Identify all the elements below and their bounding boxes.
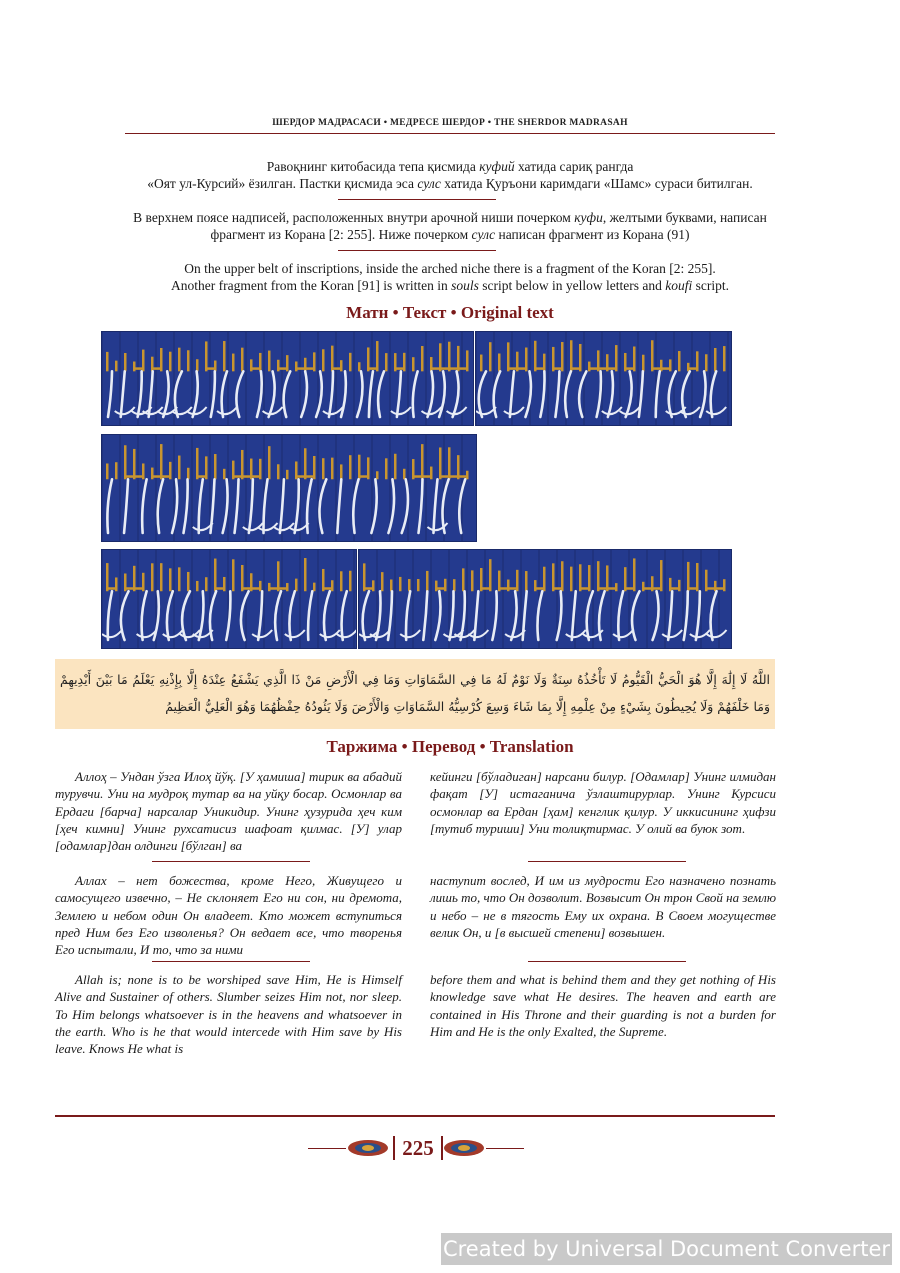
calligraphy-photo-1	[101, 331, 474, 426]
translation-en-right: before them and what is behind them and they get nothing of His knowledge save what He desires. The heaven and earth are contained in His Throne and their guarding is not a burden for Him and He is the only Exalted, the Supreme.	[430, 972, 776, 1039]
caption-uz-line2	[60, 175, 840, 192]
caption-italic: куфи	[574, 210, 603, 225]
caption-text: script.	[692, 278, 729, 293]
translation-heading: Таржима • Перевод • Translation	[326, 737, 574, 756]
translation-en-left: Allah is; none is to be worshiped save Him, He is Himself Alive and Sustainer of others. Slumber seizes Him not, nor sleep. To Him belongs whatsoever is in the heavens and whatsoever in the earth. Who is he that would intercede with Him save by His leave. Knows He what is	[55, 972, 402, 1057]
footer-rule	[55, 1115, 775, 1117]
translation-divider	[528, 961, 686, 962]
caption-italic: сулс	[417, 176, 441, 191]
translation-ru-left: Аллах – нет божества, кроме Него, Живущего и самосущего извечно, – Не склоняет Его ни сон, ни дремота, Землею и небом один Он владеет. Кто может вступиться пред Ним без Его изволенья? Он ведает все, что творенья Его испытали, И то, что за ними	[55, 873, 402, 958]
calligraphy-photo-2	[475, 331, 732, 426]
caption-en-line2	[60, 277, 840, 294]
caption-ru-line1	[60, 209, 840, 226]
caption-ru-line2	[60, 226, 840, 243]
caption-divider	[338, 250, 496, 251]
ornament-left-icon	[346, 1135, 390, 1161]
caption-italic: koufi	[665, 278, 693, 293]
ornament-line-left	[308, 1148, 346, 1149]
translation-uz-left: Аллоҳ – Ундан ўзга Илоҳ йўқ. [У ҳамиша] тирик ва абадий турувчи. Уни на мудроқ тутар ва на уйқу босар. Осмонлар ва Ердаги [барча] нарсалар Уникидир. Унинг ҳузурида ҳеч ким [ҳеч кимни] Унинг рухсатисиз шафоат қилмас. [У] улар [одамлар]дан олдинги [бўлган] ва	[55, 769, 402, 854]
caption-text: Another fragment from the Koran [91] is written in	[171, 278, 452, 293]
running-header: ШЕРДОР МАДРАСАСИ • МЕДРЕСЕ ШЕРДОР • THE SHERDOR MADRASAH	[272, 118, 628, 128]
ornament-right-icon	[442, 1135, 486, 1161]
ornament-line-right	[486, 1148, 524, 1149]
caption-text: фрагмент из Корана [2: 255]. Ниже почерком	[210, 227, 472, 242]
translation-divider	[152, 961, 310, 962]
caption-text: хатида Қуръони каримдаги «Шамс» сураси битилган.	[440, 176, 753, 191]
caption-text: script below in yellow letters and	[478, 278, 666, 293]
caption-uz	[60, 158, 840, 192]
caption-italic: сулс	[471, 227, 496, 242]
caption-text: Равоқнинг китобасида тепа қисмида	[266, 159, 480, 174]
calligraphy-photo-5	[358, 549, 732, 649]
caption-text: , желтыми буквами, написан	[602, 210, 767, 225]
original-text-heading: Матн • Текст • Original text	[346, 303, 554, 322]
header-rule	[125, 133, 775, 134]
translation-uz-right: кейинги [бўладиган] нарсани билур. [Одамлар] Унинг илмидан фақат [У] истаганича ўзлаштирурлар. Унинг Курсиси осмонлар ва Ердан [ҳам] кенглик қилур. У иккисининг ҳифзи [тутиб туриши] Уни толиқтирмас. У олий ва буюк зот.	[430, 769, 776, 836]
caption-text: В верхнем поясе надписей, расположенных внутри арочной ниши почерком	[133, 210, 575, 225]
caption-uz-line1	[60, 158, 840, 175]
caption-text: написан фрагмент из Корана (91)	[495, 227, 690, 242]
caption-ru	[60, 209, 840, 243]
caption-en-line1: On the upper belt of inscriptions, inside the arched niche there is a fragment of the Koran [2: 255].	[184, 261, 716, 276]
calligraphy-photo-4	[101, 549, 357, 649]
translation-divider	[528, 861, 686, 862]
translation-ru-right: наступит вослед, И им из мудрости Его назначено познать лишь то, что Он дозволит. Возвысит Он трон Свой на землю и небо – не в тягость Ему их охрана. В Своем могуществе велик Он, и [в высшей степени] возвышен.	[430, 873, 776, 940]
caption-text: хатида сариқ рангда	[514, 159, 634, 174]
calligraphy-photo-3	[101, 434, 477, 542]
caption-italic: souls	[451, 278, 479, 293]
watermark: Created by Universal Document Converter	[441, 1233, 892, 1265]
page-number: 225	[393, 1136, 443, 1160]
caption-text: «Оят ул-Курсий» ёзилган. Пастки қисмида эса	[147, 176, 418, 191]
translation-divider	[152, 861, 310, 862]
caption-divider	[338, 199, 496, 200]
caption-italic: куфий	[479, 159, 515, 174]
arabic-verse: اللَّهُ لَا إِلَٰهَ إِلَّا هُوَ الْحَيُّ الْقَيُّومُ لَا تَأْخُذُهُ سِنَةٌ وَلَا نَوْمٌ لَهُ مَا فِي السَّمَاوَاتِ وَمَا فِي الْأَرْضِ مَنْ ذَا الَّذِي يَشْفَعُ عِنْدَهُ إِلَّا بِإِذْنِهِ يَعْلَمُ مَا بَيْنَ أَيْدِيهِمْ وَمَا خَلْفَهُمْ وَلَا يُحِيطُونَ بِشَيْءٍ مِنْ عِلْمِهِ إِلَّا بِمَا شَاءَ وَسِعَ كُرْسِيُّهُ السَّمَاوَاتِ وَالْأَرْضَ وَلَا يَئُودُهُ حِفْظُهُمَا وَهُوَ الْعَلِيُّ الْعَظِيمُ	[60, 672, 770, 714]
caption-en	[60, 260, 840, 294]
